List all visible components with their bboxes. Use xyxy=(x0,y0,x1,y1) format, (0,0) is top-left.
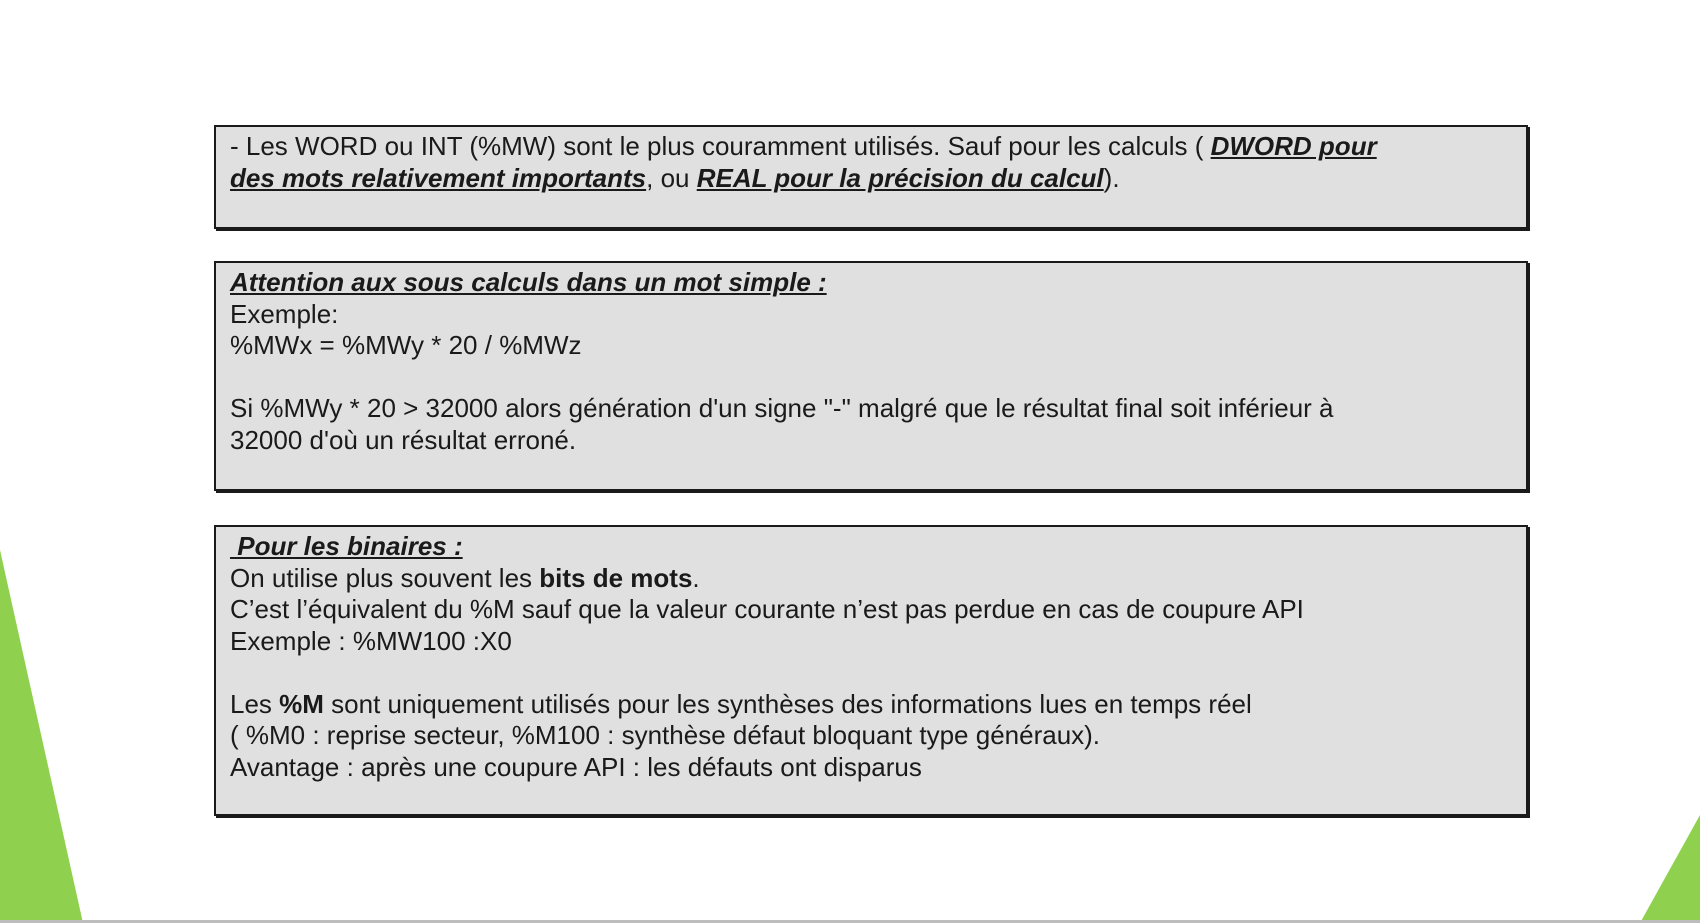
dword-emphasis-continued: des mots relativement importants xyxy=(230,162,647,193)
m-usage-line xyxy=(230,689,1512,721)
bits-line-bold: bits de mots xyxy=(539,562,693,593)
m-examples-line: ( %M0 : reprise secteur, %M100 : synthèse défaut bloquant type généraux). xyxy=(230,720,1101,750)
overflow-warning-line-1: Si %MWy * 20 > 32000 alors génération d'un signe "-" malgré que le résultat final soit inférieur à xyxy=(230,393,1334,423)
real-emphasis: REAL pour la précision du calcul xyxy=(696,162,1104,193)
bits-of-words-line xyxy=(230,563,1512,595)
advantage-line: Avantage : après une coupure API : les défauts ont disparus xyxy=(230,751,922,782)
word-types-line-1 xyxy=(230,131,1512,163)
word-types-line-2 xyxy=(230,163,1512,195)
example-formula: %MWx = %MWy * 20 / %MWz xyxy=(230,330,582,360)
bits-line-prefix: On utilise plus souvent les xyxy=(230,562,540,593)
left-green-triangle xyxy=(0,550,83,923)
example-label: Exemple: xyxy=(230,298,339,329)
sub-calculation-warning-box xyxy=(214,261,1528,491)
dword-emphasis: DWORD pour xyxy=(1210,131,1377,161)
m-usage-suffix: sont uniquement utilisés pour les synthèses des informations lues en temps réel xyxy=(323,688,1252,719)
word-types-box xyxy=(214,125,1528,229)
bits-line-suffix: . xyxy=(692,562,700,593)
binaries-box xyxy=(214,525,1528,816)
binaries-title: Pour les binaires : xyxy=(230,531,463,561)
bit-example-line: Exemple : %MW100 :X0 xyxy=(230,625,512,656)
word-types-mid: , ou xyxy=(646,162,697,193)
word-types-suffix: ). xyxy=(1103,162,1120,193)
overflow-warning-line-2: 32000 d'où un résultat erroné. xyxy=(230,424,577,455)
spacer xyxy=(230,657,1512,689)
right-green-triangle xyxy=(1640,815,1700,923)
warning-title: Attention aux sous calculs dans un mot simple : xyxy=(230,267,827,297)
spacer xyxy=(230,362,1512,394)
m-usage-bold: %M xyxy=(279,688,324,719)
equivalent-line: C’est l’équivalent du %M sauf que la valeur courante n’est pas perdue en cas de coupure API xyxy=(230,594,1304,624)
m-usage-prefix: Les xyxy=(230,688,280,719)
word-types-prefix: - Les WORD ou INT (%MW) sont le plus couramment utilisés. Sauf pour les calculs ( xyxy=(230,131,1211,161)
